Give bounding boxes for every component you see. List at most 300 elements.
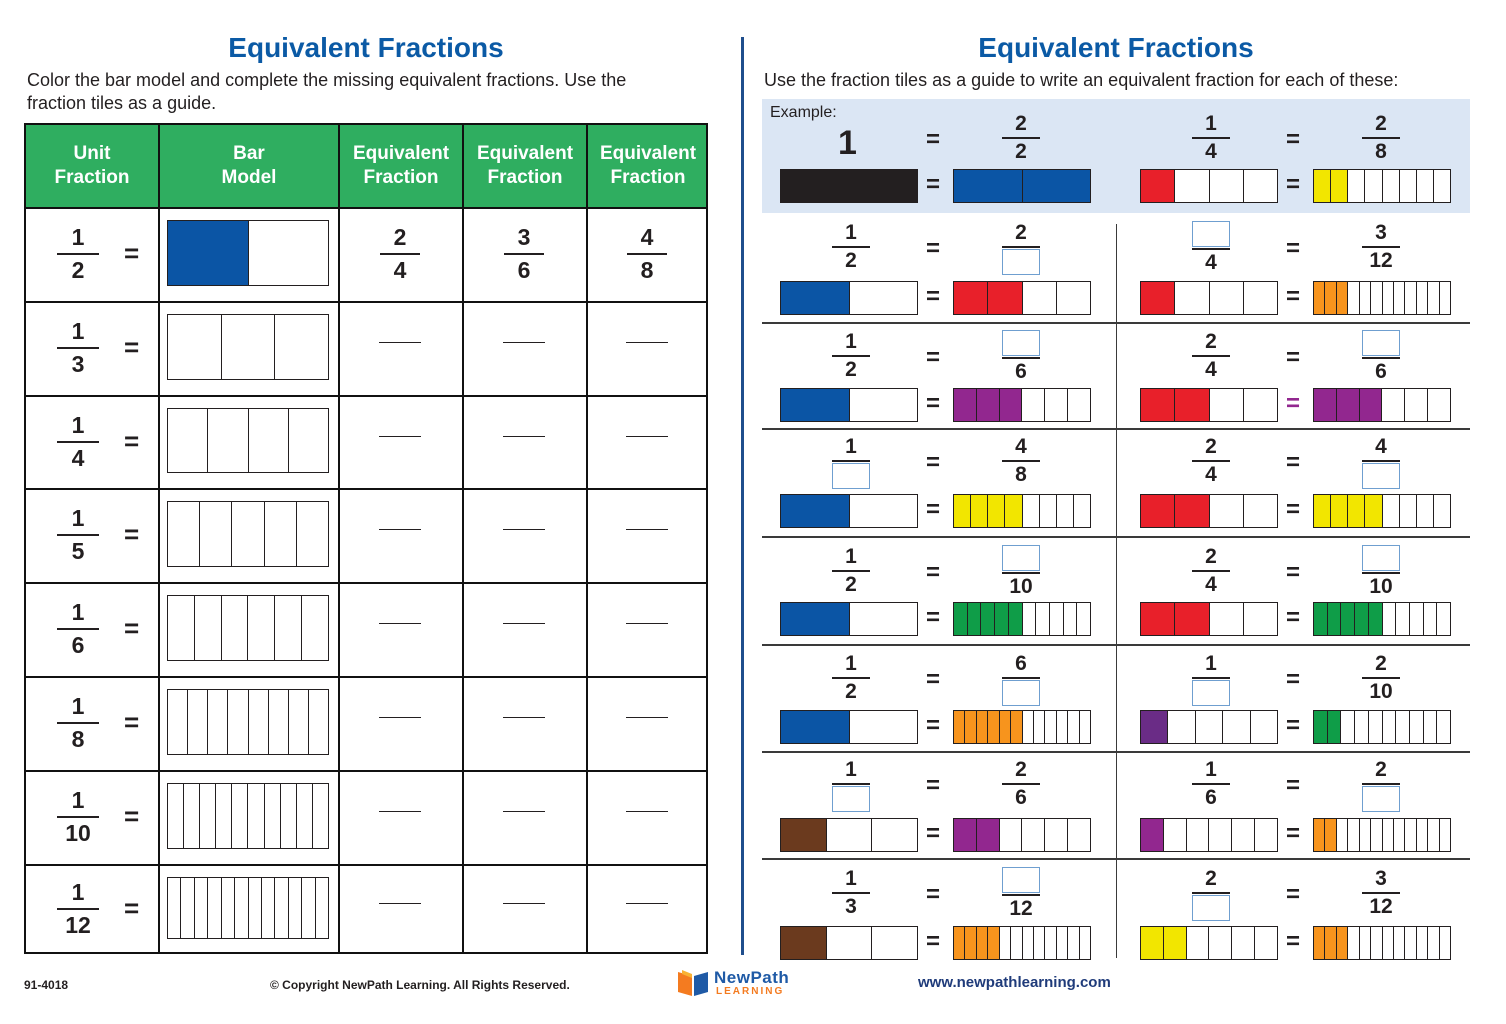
logo-text-bottom: LEARNING	[716, 986, 785, 997]
tile-segment	[1341, 711, 1355, 743]
tile-segment	[1034, 927, 1045, 959]
numerator: 1	[71, 318, 85, 344]
tile-segment	[995, 603, 1009, 635]
numerator: 2	[393, 224, 407, 250]
tile-segment	[1328, 603, 1342, 635]
tile-segment	[1328, 711, 1342, 743]
numerator: 2	[1375, 758, 1387, 781]
tile-segment	[1080, 927, 1090, 959]
bar-segment[interactable]	[297, 502, 328, 566]
fraction-tile	[1140, 926, 1278, 960]
equals-sign: =	[926, 928, 941, 955]
bar-segment[interactable]	[232, 502, 264, 566]
bar-segment[interactable]	[248, 596, 275, 660]
tile-segment	[1209, 927, 1232, 959]
answer-blank[interactable]	[503, 529, 545, 530]
numerator: 1	[71, 599, 85, 625]
tile-segment	[1255, 819, 1277, 851]
tile-segment	[1360, 389, 1383, 421]
tile-segment	[872, 819, 917, 851]
tile-segment	[1209, 819, 1232, 851]
fraction	[1359, 652, 1403, 704]
tile-segment	[1057, 495, 1074, 527]
tile-segment	[977, 711, 988, 743]
table-row-divider	[26, 488, 708, 490]
fraction-bar	[57, 441, 99, 443]
answer-blank[interactable]	[626, 342, 668, 343]
tile-segment	[1000, 819, 1023, 851]
tile-segment	[1040, 495, 1057, 527]
tile-segment	[1068, 711, 1079, 743]
tile-segment	[1440, 927, 1450, 959]
equals-sign: =	[124, 613, 140, 643]
bar-segment[interactable]	[168, 409, 208, 472]
equals-sign: =	[1286, 171, 1301, 198]
answer-blank[interactable]	[379, 436, 421, 437]
denominator: 6	[1015, 360, 1027, 383]
fraction	[829, 221, 873, 273]
equals-sign: =	[124, 519, 140, 549]
numerator: 2	[1015, 758, 1027, 781]
bar-segment[interactable]	[181, 878, 194, 938]
bar-segment[interactable]	[269, 690, 289, 754]
bar-model[interactable]	[167, 595, 329, 661]
denominator: 6	[517, 257, 531, 283]
answer-blank[interactable]	[503, 342, 545, 343]
answer-blank[interactable]	[379, 717, 421, 718]
tile-segment	[1175, 603, 1209, 635]
tile-segment	[1369, 711, 1383, 743]
tile-segment	[1325, 819, 1336, 851]
fraction	[999, 545, 1043, 599]
bar-segment[interactable]	[168, 221, 249, 285]
fraction-tile	[1313, 281, 1451, 315]
bar-segment[interactable]	[222, 315, 276, 379]
table-row-divider	[26, 395, 708, 397]
tile-segment	[1417, 927, 1428, 959]
answer-box-denominator[interactable]	[1192, 680, 1230, 706]
tile-segment	[1434, 495, 1450, 527]
equivalent-fraction	[627, 224, 667, 284]
tile-segment	[954, 927, 965, 959]
fraction-bar	[1192, 248, 1230, 250]
table-row-divider	[26, 770, 708, 772]
fraction-bar	[1002, 357, 1040, 359]
bar-segment[interactable]	[188, 690, 208, 754]
answer-box-numerator[interactable]	[1002, 867, 1040, 893]
denominator: 4	[1205, 251, 1217, 274]
answer-box-denominator[interactable]	[1192, 895, 1230, 921]
equals-sign: =	[926, 772, 941, 799]
bar-segment[interactable]	[248, 784, 264, 848]
tile-segment	[1365, 170, 1382, 202]
bar-model[interactable]	[167, 689, 329, 755]
bar-segment[interactable]	[184, 784, 200, 848]
fraction-tile	[1140, 388, 1278, 422]
right-title: Equivalent Fractions	[978, 32, 1254, 63]
fraction-tile	[1313, 818, 1451, 852]
bar-segment[interactable]	[313, 784, 328, 848]
tile-segment	[1023, 927, 1034, 959]
table-row-divider	[26, 864, 708, 866]
tile-segment	[1141, 282, 1175, 314]
bar-segment[interactable]	[208, 690, 228, 754]
fraction-bar	[832, 677, 870, 679]
equals-sign: =	[1286, 712, 1301, 739]
tile-segment	[1068, 819, 1090, 851]
bar-segment[interactable]	[249, 221, 329, 285]
equals-sign: =	[1286, 449, 1301, 476]
bar-segment[interactable]	[228, 690, 248, 754]
equals-sign: =	[926, 171, 941, 198]
bar-segment[interactable]	[195, 596, 222, 660]
denominator: 4	[393, 257, 407, 283]
fraction-tile	[1140, 602, 1278, 636]
denominator: 2	[845, 680, 857, 703]
bar-model[interactable]	[167, 501, 329, 567]
tile-segment	[1196, 711, 1223, 743]
fraction-bar	[832, 460, 870, 462]
denominator: 4	[71, 444, 85, 471]
table-row-divider	[26, 582, 708, 584]
tile-segment	[1141, 170, 1175, 202]
tile-segment	[1210, 495, 1244, 527]
tile-segment	[1023, 603, 1037, 635]
bar-segment[interactable]	[195, 878, 208, 938]
tile-segment	[977, 819, 1000, 851]
denominator: 10	[1369, 575, 1393, 598]
numerator: 1	[71, 411, 85, 438]
fraction	[1189, 330, 1233, 382]
denominator: 8	[71, 726, 85, 752]
tile-segment	[1405, 819, 1416, 851]
column-divider	[1116, 224, 1117, 958]
answer-blank[interactable]	[379, 623, 421, 624]
tile-segment	[1011, 927, 1022, 959]
left-title: Equivalent Fractions	[228, 32, 504, 63]
numerator: 1	[845, 545, 857, 568]
answer-blank[interactable]	[503, 903, 545, 904]
fraction-bar	[380, 253, 420, 255]
equals-sign: =	[926, 126, 941, 153]
bar-segment[interactable]	[275, 596, 302, 660]
equals-sign: =	[124, 332, 140, 362]
denominator: 6	[1205, 786, 1217, 809]
bar-segment[interactable]	[222, 596, 249, 660]
bar-segment[interactable]	[168, 596, 195, 660]
fraction	[1189, 435, 1233, 487]
tile-segment	[1405, 389, 1428, 421]
answer-box-denominator[interactable]	[832, 463, 870, 489]
fraction-bar	[1362, 357, 1400, 359]
tile-segment	[1440, 819, 1450, 851]
fraction	[999, 435, 1043, 487]
answer-blank[interactable]	[503, 811, 545, 812]
answer-box-numerator[interactable]	[1002, 545, 1040, 571]
answer-blank[interactable]	[379, 903, 421, 904]
bar-model[interactable]	[167, 783, 329, 849]
tile-segment	[1077, 603, 1090, 635]
bar-model[interactable]	[167, 220, 329, 286]
tile-segment	[1428, 389, 1450, 421]
tile-segment	[1355, 711, 1369, 743]
answer-blank[interactable]	[626, 811, 668, 812]
bar-model[interactable]	[167, 314, 329, 380]
fraction	[999, 652, 1043, 706]
tile-segment	[968, 603, 982, 635]
tile-segment	[827, 819, 873, 851]
tile-segment	[1175, 170, 1209, 202]
answer-box-numerator[interactable]	[1362, 545, 1400, 571]
answer-blank[interactable]	[379, 811, 421, 812]
tile-segment	[1369, 603, 1383, 635]
tile-segment	[977, 927, 988, 959]
tile-segment	[1168, 711, 1195, 743]
bar-model[interactable]	[167, 877, 329, 939]
denominator: 12	[1369, 249, 1393, 272]
fraction-tile	[953, 926, 1091, 960]
tile-segment	[1187, 819, 1210, 851]
tile-segment	[1348, 170, 1365, 202]
bar-segment[interactable]	[168, 502, 200, 566]
equals-sign: =	[926, 712, 941, 739]
answer-box-denominator[interactable]	[832, 786, 870, 812]
bar-segment[interactable]	[222, 878, 235, 938]
answer-blank[interactable]	[626, 717, 668, 718]
answer-blank[interactable]	[626, 623, 668, 624]
tile-segment	[1232, 927, 1255, 959]
answer-blank[interactable]	[626, 903, 668, 904]
tile-segment	[1337, 389, 1360, 421]
numerator: 4	[1375, 435, 1387, 458]
fraction-bar	[1192, 355, 1230, 357]
table-row-divider	[26, 301, 708, 303]
numerator: 2	[1015, 221, 1027, 244]
numerator: 2	[1205, 867, 1217, 890]
tile-segment	[954, 819, 977, 851]
tile-segment	[1141, 927, 1164, 959]
fraction-bar	[1362, 677, 1400, 679]
numerator: 3	[517, 224, 531, 250]
bar-segment[interactable]	[208, 878, 221, 938]
answer-blank[interactable]	[503, 717, 545, 718]
fraction	[1189, 867, 1233, 921]
equals-sign: =	[1286, 928, 1301, 955]
numerator: 2	[1205, 545, 1217, 568]
equals-sign: =	[124, 707, 140, 737]
denominator: 12	[65, 912, 91, 938]
bar-segment[interactable]	[235, 878, 248, 938]
fraction-bar	[57, 347, 99, 349]
fraction-tile	[780, 710, 918, 744]
tile-segment	[1011, 711, 1022, 743]
tile-segment	[1210, 389, 1244, 421]
bar-segment[interactable]	[265, 502, 297, 566]
answer-blank[interactable]	[626, 529, 668, 530]
bar-segment[interactable]	[289, 409, 328, 472]
fraction-bar	[1192, 460, 1230, 462]
tile-segment	[1141, 711, 1168, 743]
answer-blank[interactable]	[503, 436, 545, 437]
tile-segment	[1175, 389, 1209, 421]
fraction-tile	[1313, 602, 1451, 636]
fraction	[829, 545, 873, 597]
equals-sign: =	[926, 283, 941, 310]
fraction	[829, 435, 873, 489]
bar-segment[interactable]	[275, 878, 288, 938]
tile-segment	[1023, 170, 1091, 202]
header-equivalent-fraction-1: Equivalent Fraction	[352, 143, 450, 188]
numerator: 2	[1375, 112, 1387, 135]
bar-segment[interactable]	[168, 690, 188, 754]
tile-segment	[988, 711, 999, 743]
tile-segment	[1314, 927, 1325, 959]
answer-blank[interactable]	[379, 342, 421, 343]
tile-segment	[1034, 711, 1045, 743]
fraction-tile	[953, 710, 1091, 744]
bar-segment[interactable]	[232, 784, 248, 848]
bar-segment[interactable]	[168, 784, 184, 848]
fraction-tile	[1140, 494, 1278, 528]
fraction-bar	[832, 570, 870, 572]
tile-segment	[1355, 603, 1369, 635]
tile-segment	[1244, 495, 1277, 527]
equals-sign: =	[124, 425, 140, 456]
tile-segment	[1371, 282, 1382, 314]
tile-segment	[1424, 711, 1438, 743]
tile-segment	[1314, 495, 1331, 527]
answer-box-numerator[interactable]	[1362, 330, 1400, 356]
tile-segment	[1232, 819, 1255, 851]
newpath-logo	[676, 968, 806, 1000]
answer-box-numerator[interactable]	[1002, 330, 1040, 356]
tile-segment	[1000, 389, 1023, 421]
bar-segment[interactable]	[168, 878, 181, 938]
tile-segment	[827, 927, 873, 959]
unit-fraction	[56, 318, 100, 378]
answer-box-denominator[interactable]	[1002, 249, 1040, 275]
fraction-tile	[1140, 710, 1278, 744]
tile-segment	[1383, 819, 1394, 851]
equals-sign: =	[1286, 559, 1301, 586]
bar-segment[interactable]	[309, 690, 328, 754]
tile-segment	[1314, 819, 1325, 851]
tile-segment	[1314, 282, 1325, 314]
answer-box-denominator[interactable]	[1362, 463, 1400, 489]
bar-segment[interactable]	[216, 784, 232, 848]
tile-segment	[1057, 927, 1068, 959]
tile-segment	[1314, 603, 1328, 635]
fraction-bar	[832, 783, 870, 785]
tile-segment	[1405, 927, 1416, 959]
tile-segment	[781, 603, 850, 635]
tile-segment	[1348, 927, 1359, 959]
numerator: 4	[640, 224, 654, 250]
bar-segment[interactable]	[200, 502, 232, 566]
bar-segment[interactable]	[316, 878, 328, 938]
denominator: 5	[71, 538, 85, 564]
fraction	[1359, 867, 1403, 919]
tile-segment	[1417, 819, 1428, 851]
bar-segment[interactable]	[289, 878, 302, 938]
tile-segment	[1396, 711, 1410, 743]
denominator: 6	[1375, 360, 1387, 383]
tile-segment	[781, 170, 917, 202]
unit-fraction	[56, 224, 100, 284]
tile-segment	[1175, 495, 1209, 527]
fraction	[1359, 221, 1403, 273]
tile-segment	[1045, 389, 1068, 421]
bar-segment[interactable]	[249, 878, 262, 938]
denominator: 2	[845, 249, 857, 272]
equals-sign: =	[1286, 496, 1301, 523]
fraction-bar	[57, 534, 99, 536]
answer-box-numerator[interactable]	[1192, 221, 1230, 247]
tile-segment	[1210, 282, 1244, 314]
bar-segment[interactable]	[249, 690, 269, 754]
tile-segment	[1325, 282, 1336, 314]
tile-segment	[1428, 927, 1439, 959]
bar-segment[interactable]	[168, 315, 222, 379]
table-row-divider	[26, 676, 708, 678]
tile-segment	[1337, 927, 1348, 959]
website-link[interactable]: www.newpathlearning.com	[918, 974, 1111, 991]
tile-segment	[781, 927, 827, 959]
tile-segment	[781, 495, 850, 527]
unit-fraction	[56, 787, 100, 847]
numerator: 1	[71, 787, 85, 813]
tile-segment	[1437, 603, 1450, 635]
bar-segment[interactable]	[265, 784, 281, 848]
tile-segment	[988, 282, 1022, 314]
tile-segment	[1434, 170, 1450, 202]
answer-blank[interactable]	[379, 529, 421, 530]
bar-segment[interactable]	[297, 784, 313, 848]
tile-segment	[1428, 282, 1439, 314]
fraction-tile	[780, 926, 918, 960]
bar-segment[interactable]	[200, 784, 216, 848]
bar-segment[interactable]	[262, 878, 275, 938]
bar-model[interactable]	[167, 408, 329, 473]
answer-blank[interactable]	[626, 436, 668, 437]
answer-box-denominator[interactable]	[1362, 786, 1400, 812]
fraction-bar	[1362, 783, 1400, 785]
header-unit-fraction: Unit Fraction	[54, 143, 130, 188]
bar-segment[interactable]	[275, 315, 328, 379]
tile-segment	[965, 711, 976, 743]
fraction-bar	[1192, 137, 1230, 139]
bar-segment[interactable]	[289, 690, 309, 754]
equals-sign: =	[1286, 126, 1301, 153]
bar-segment[interactable]	[208, 409, 248, 472]
unit-fraction	[56, 693, 100, 753]
bar-segment[interactable]	[302, 878, 315, 938]
answer-blank[interactable]	[503, 623, 545, 624]
tile-segment	[1210, 603, 1244, 635]
answer-box-denominator[interactable]	[1002, 680, 1040, 706]
tile-segment	[1417, 282, 1428, 314]
tile-segment	[1383, 282, 1394, 314]
tile-segment	[1337, 282, 1348, 314]
fraction-bar	[504, 253, 544, 255]
equals-sign: =	[124, 238, 140, 268]
tile-segment	[1050, 603, 1064, 635]
equals-sign: =	[926, 449, 941, 476]
bar-segment[interactable]	[281, 784, 297, 848]
bar-segment[interactable]	[249, 409, 289, 472]
bar-segment[interactable]	[302, 596, 328, 660]
fraction	[1359, 112, 1403, 164]
